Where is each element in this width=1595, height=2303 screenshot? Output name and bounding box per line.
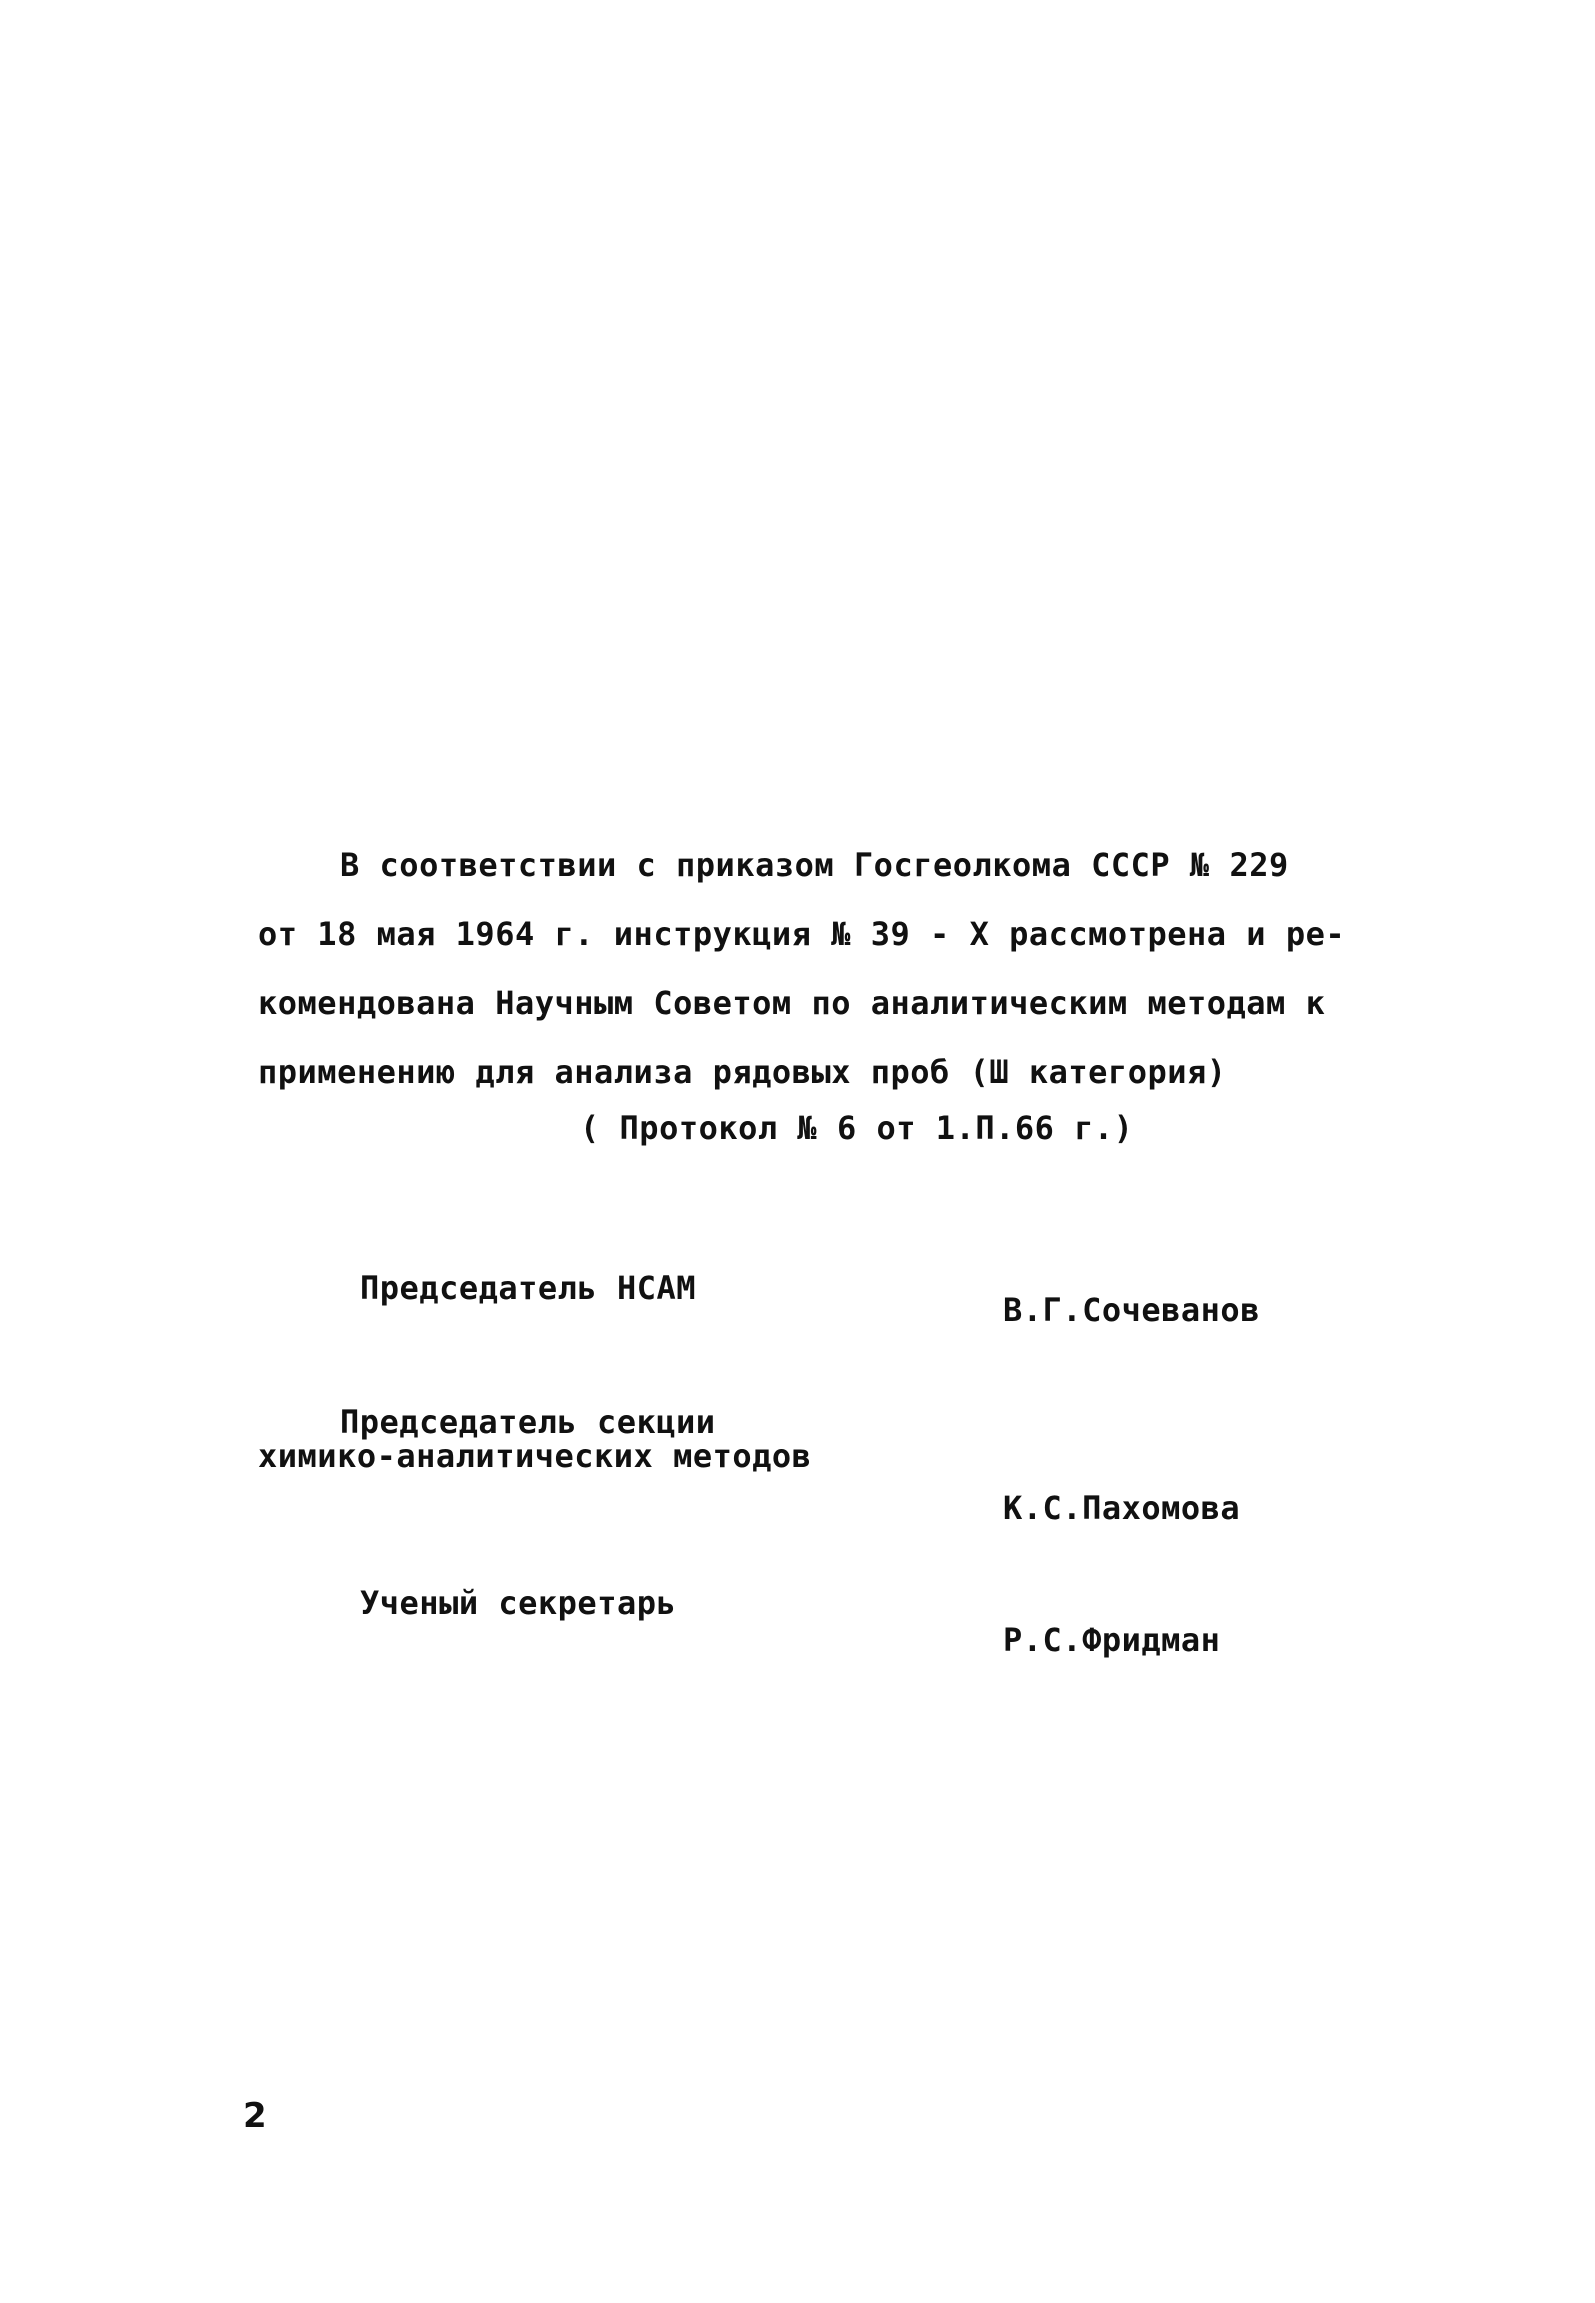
intro-line-4: применению для анализа рядовых проб (Ш категория) xyxy=(258,1053,1227,1091)
signatory-name-section: К.С.Пахомова xyxy=(1003,1489,1241,1527)
intro-line-3: комендована Научным Советом по аналитическим методам к xyxy=(258,984,1326,1022)
signatory-name-secretary: Р.С.Фридман xyxy=(1003,1621,1221,1659)
protocol-reference: ( Протокол № 6 от 1.П.66 г.) xyxy=(580,1109,1134,1147)
signatory-title-section-2: химико-аналитических методов xyxy=(258,1437,812,1475)
signatory-title-section-1: Председатель секции xyxy=(340,1403,716,1441)
page-number: 2 xyxy=(243,2096,267,2136)
intro-line-2: от 18 мая 1964 г. инструкция № 39 - Х рассмотрена и ре- xyxy=(258,915,1346,953)
signatory-title-chairman: Председатель НСАМ xyxy=(360,1269,697,1307)
signatory-title-secretary: Ученый секретарь xyxy=(360,1584,677,1622)
intro-line-1: В соответствии с приказом Госгеолкома СССР № 229 xyxy=(340,846,1289,884)
signatory-name-chairman: В.Г.Сочеванов xyxy=(1003,1291,1260,1329)
